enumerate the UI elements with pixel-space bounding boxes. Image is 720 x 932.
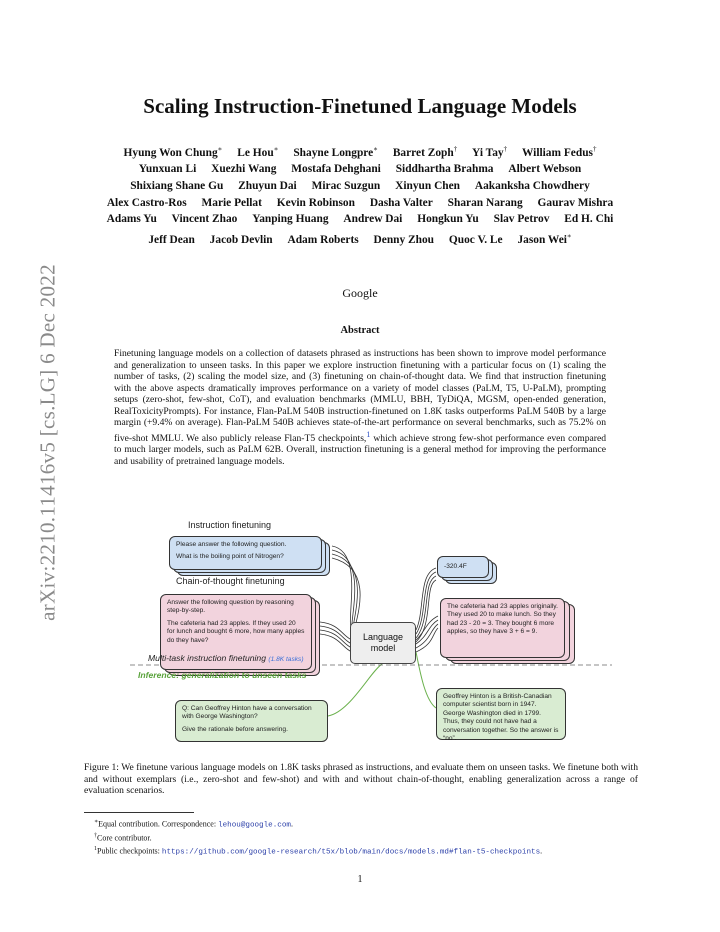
author-name	[107, 211, 157, 228]
figure-1	[120, 512, 620, 758]
author-name-text: Jacob Devlin	[209, 233, 273, 246]
author-footnote-mark: †	[503, 145, 508, 153]
author-name-text: William Fedus	[521, 146, 593, 159]
author-name-text: Hyung Won Chung	[123, 146, 218, 159]
answer-box-long: The cafeteria had 23 apples originally. They used 20 to make lunch. So they had 23 - 20 = 3. They bought 6 more apples, so they have 3 + 6 = 9.	[440, 598, 565, 658]
author-name	[124, 141, 223, 161]
abstract-heading: Abstract	[340, 325, 380, 336]
author-footnote-mark: ∗	[273, 145, 279, 153]
author-name	[396, 161, 494, 178]
multitask-label	[148, 653, 304, 663]
paper-title: Scaling Instruction-Finetuned Language Models	[143, 94, 577, 118]
author-name-text: Vincent Zhao	[171, 213, 238, 226]
abstract-text-part2: which achieve strong few-shot performance even compared to much larger models, such as PaLM 62B. Overall, instruction finetuning is a general method for improving the performance and usability of pretrained language models.	[114, 432, 606, 467]
inference-question-box	[175, 700, 328, 742]
footnote-core-text: Core contributor.	[97, 833, 152, 843]
footnote-core	[94, 831, 654, 844]
author-name	[202, 195, 262, 212]
author-name	[448, 195, 523, 212]
author-name-text: Andrew Dai	[343, 213, 403, 226]
author-name	[475, 178, 590, 195]
author-footnote-mark: ∗	[566, 231, 572, 240]
author-name-text: Barret Zoph	[392, 146, 454, 159]
footnote-checkpoints-end: .	[540, 846, 543, 856]
author-footnote-mark: ∗	[217, 145, 223, 153]
author-name	[252, 211, 328, 228]
footnote-equal-end: .	[290, 819, 293, 829]
author-name	[522, 141, 597, 161]
abstract-body	[114, 348, 606, 467]
author-name	[449, 232, 503, 249]
inference-line-2: Give the rationale before answering.	[182, 725, 288, 733]
footnote-equal-text: Equal contribution. Correspondence:	[98, 819, 219, 829]
author-name-text: Adams Yu	[106, 213, 157, 226]
inference-label: Inference: generalization to unseen tasks	[138, 670, 307, 680]
footnote-mark-core: †	[94, 832, 97, 839]
arxiv-identifier: arXiv:2210.11416v5 [cs.LG] 6 Dec 2022	[35, 264, 60, 621]
author-name-text: Albert Webson	[508, 163, 582, 176]
multitask-count: (1.8K tasks)	[268, 656, 304, 663]
page-number: 1	[357, 874, 363, 885]
author-name	[395, 178, 460, 195]
author-name	[472, 141, 507, 161]
author-name	[288, 232, 359, 249]
author-name	[291, 161, 381, 178]
language-model-box: Language model	[350, 622, 416, 664]
author-name-text: Xuezhi Wang	[211, 163, 277, 176]
multitask-text: Multi-task instruction finetuning	[148, 653, 266, 663]
footnotes	[94, 817, 654, 858]
author-name	[393, 141, 457, 161]
author-name	[564, 211, 613, 228]
author-name	[148, 232, 195, 249]
author-name-text: Marie Pellat	[201, 196, 262, 209]
author-name-text: Jason Wei	[517, 233, 567, 246]
figure-caption: Figure 1: We finetune various language models on 1.8K tasks phrased as instructions, and evaluate them on unseen tasks. We finetune both with and without exemplars (i.e., zero-shot and few-shot) and with and without chain-of-thought, enabling generalization across a range of evaluation scenarios.	[84, 762, 638, 797]
author-name	[293, 141, 378, 161]
footnote-mark-checkpoints: 1	[94, 845, 97, 852]
author-name-text: Zhuyun Dai	[238, 179, 297, 192]
instruction-finetuning-label: Instruction finetuning	[188, 520, 272, 530]
checkpoints-url-link[interactable]: https://github.com/google-research/t5x/blob/main/docs/models.md#flan-t5-checkpoints	[161, 848, 541, 857]
author-name	[211, 161, 276, 178]
author-name-text: Yi Tay	[472, 146, 504, 159]
author-name-text: Mostafa Dehghani	[291, 163, 381, 176]
cot-line-1: Answer the following question by reasoning step-by-step.	[167, 599, 294, 615]
author-name-text: Sharan Narang	[447, 196, 523, 209]
author-name	[374, 232, 434, 249]
author-name-text: Mirac Suzgun	[311, 179, 381, 192]
footnote-checkpoints	[94, 844, 654, 858]
author-name	[517, 228, 571, 248]
footnote-mark-equal: ∗	[94, 819, 99, 825]
author-list	[90, 141, 630, 248]
author-name-text: Gaurav Mishra	[537, 196, 614, 209]
author-name-text: Dasha Valter	[369, 196, 433, 209]
correspondence-email-link[interactable]: lehou@google.com	[218, 821, 291, 830]
author-name-text: Kevin Robinson	[276, 196, 355, 209]
author-name	[508, 161, 581, 178]
affiliation: Google	[342, 286, 378, 300]
author-name-text: Denny Zhou	[373, 233, 435, 246]
author-name	[130, 178, 223, 195]
author-name	[238, 178, 297, 195]
author-name	[277, 195, 355, 212]
author-name-text: Ed H. Chi	[564, 213, 614, 226]
author-footnote-mark: †	[592, 145, 597, 153]
author-name-text: Shixiang Shane Gu	[130, 179, 224, 192]
author-name	[210, 232, 273, 249]
author-name-text: Alex Castro-Ros	[106, 196, 187, 209]
instruction-line-2: What is the boiling point of Nitrogen?	[176, 553, 284, 561]
author-footnote-mark: †	[453, 145, 458, 153]
author-name-text: Yanping Huang	[252, 213, 329, 226]
abstract-text-part1: Finetuning language models on a collection of datasets phrased as instructions has been shown to improve model performance and generalization to unseen tasks. In this paper we explore instruction finetuning with a particular focus on (1) scaling the number of tasks, (2) scaling the model size, and (3) finetuning on chain-of-thought data. We find that instruction finetuning with the above aspects dramatically improves performance on a variety of model classes (PaLM, T5, U-PaLM), prompting setups (zero-shot, few-shot, CoT), and evaluation benchmarks (MMLU, BBH, TyDiQA, MGSM, open-ended generation, RealToxicityPrompts). For instance, Flan-PaLM 540B instruction-finetuned on 1.8K tasks outperforms PaLM 540B by a large margin (+9.4% on average). Flan-PaLM 540B achieves state-of-the-art performance on several benchmarks, such as 75.2% on five-shot MMLU. We also publicly release Flan-T5 checkpoints,	[114, 348, 606, 444]
answer-box-short: -320.4F	[437, 556, 489, 578]
author-name-text: Adam Roberts	[287, 233, 359, 246]
author-name	[494, 211, 550, 228]
author-name-text: Yunxuan Li	[138, 163, 197, 176]
instruction-line-1: Please answer the following question.	[176, 541, 287, 548]
footnote-link-1[interactable]: 1	[366, 429, 371, 439]
author-name	[107, 195, 187, 212]
author-name-text: Xinyun Chen	[395, 179, 461, 192]
footnote-checkpoints-text: Public checkpoints:	[97, 846, 162, 856]
author-name-text: Jeff Dean	[148, 233, 195, 246]
author-name	[312, 178, 381, 195]
author-name-text: Slav Petrov	[493, 213, 550, 226]
footnote-equal	[94, 817, 654, 831]
author-name	[370, 195, 433, 212]
author-name-text: Quoc V. Le	[448, 233, 503, 246]
inference-answer-box: Geoffrey Hinton is a British-Canadian computer scientist born in 1947. George Washington died in 1799. Thus, they could not have had a conversation together. So the answer is “no”.	[436, 688, 566, 740]
author-name	[172, 211, 238, 228]
author-name	[343, 211, 402, 228]
author-name-text: Siddhartha Brahma	[395, 163, 494, 176]
author-name-text: Hongkun Yu	[417, 213, 479, 226]
instruction-example-box	[169, 536, 322, 570]
author-name-text: Aakanksha Chowdhery	[474, 179, 590, 192]
author-name-text: Shayne Longpre	[293, 146, 374, 159]
author-name	[139, 161, 197, 178]
cot-finetuning-label: Chain-of-thought finetuning	[176, 576, 285, 586]
author-name	[237, 141, 278, 161]
author-footnote-mark: ∗	[373, 145, 378, 153]
footnote-divider	[84, 812, 194, 813]
inference-line-1: Q: Can Geoffrey Hinton have a conversation with George Washington?	[182, 705, 312, 721]
author-name-text: Le Hou	[237, 146, 274, 159]
author-name	[538, 195, 614, 212]
cot-line-2: The cafeteria had 23 apples. If they used 20 for lunch and bought 6 more, how many apples do they have?	[167, 619, 305, 644]
author-name	[417, 211, 479, 228]
